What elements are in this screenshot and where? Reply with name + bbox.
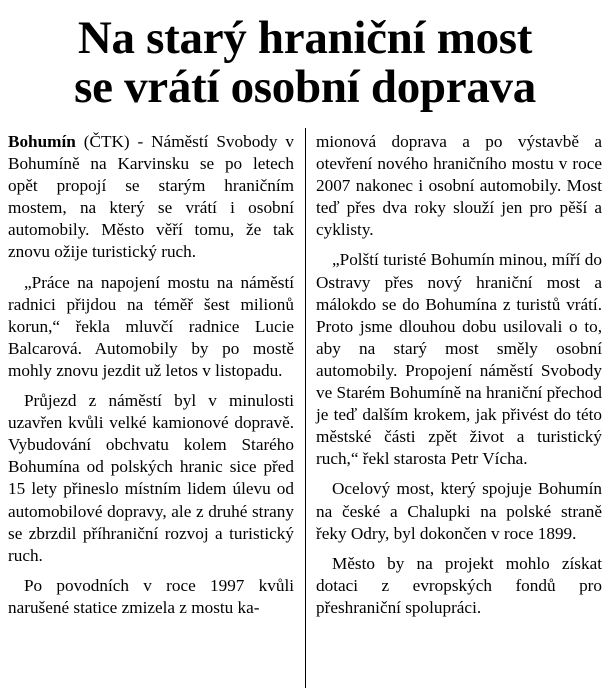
column-divider <box>305 128 306 688</box>
article-paragraph-4-start: Po povodních v roce 1997 kvůli narušené statice zmizela z mostu ka- <box>8 575 294 617</box>
article-column-left <box>8 131 294 627</box>
headline-line-2: se vrátí osobní doprava <box>74 61 536 113</box>
article-paragraph-6: Ocelový most, který spojuje Bohumín na české a Chalupki na polské straně řeky Odry, byl dokončen v roce 1899. <box>316 479 602 543</box>
article-paragraph-1 <box>8 131 294 264</box>
article-paragraph-4-end: mionová doprava a po výstavbě a otevření nového hraničního mostu v roce 2007 nakonec i osobní automobily. Most teď přes dva roky slouží jen pro pěší a cyklisty. <box>316 132 602 240</box>
article-paragraph-3: Průjezd z náměstí byl v minulosti uzavřen kvůli velké kamionové dopravě. Vybudování obchvatu kolem Starého Bohumína od polských hranic sice před 15 lety přineslo místním lidem úlevu od automobilové dopravy, ale z druhé strany se zbrzdil příhraniční rozvoj a turistický ruch. <box>8 391 294 565</box>
article-column-right <box>316 131 602 627</box>
article-paragraph-2: „Práce na napojení mostu na náměstí radnici přijdou na téměř šest milionů korun,“ řekla mluvčí radnice Lucie Balcarová. Automobily by po mostě mohly znovu jezdit už letos v listopadu. <box>8 272 294 380</box>
article-headline <box>0 14 610 112</box>
article-paragraph-5: „Polští turisté Bohumín minou, míří do Ostravy přes nový hraniční most a málokdo se do Bohumína z turistů vrátí. Proto jsme dlouhou dobu usilovali o to, aby na starý most směly osobní automobily. Propojení náměstí Svobody ve Starém Bohumíně na hraniční přechod je teď dalším krokem, jak přivést do této městské části zpět život a turistický ruch,“ řekl starosta Petr Vícha. <box>316 250 602 469</box>
article-dateline: Bohumín <box>8 132 76 151</box>
headline-line-1: Na starý hraniční most <box>77 12 533 64</box>
article-paragraph-7: Město by na projekt mohlo získat dotaci z evropských fondů pro přeshraniční spolupráci. <box>316 553 602 617</box>
article-lead-text: (ČTK) - Náměstí Svobody v Bohumíně na Karvinsku se po letech opět propojí se starým hraničním mostem, na který se vrátí i osobní automobily. Město věří tomu, že tak znovu ožije turistický ruch. <box>8 132 294 262</box>
